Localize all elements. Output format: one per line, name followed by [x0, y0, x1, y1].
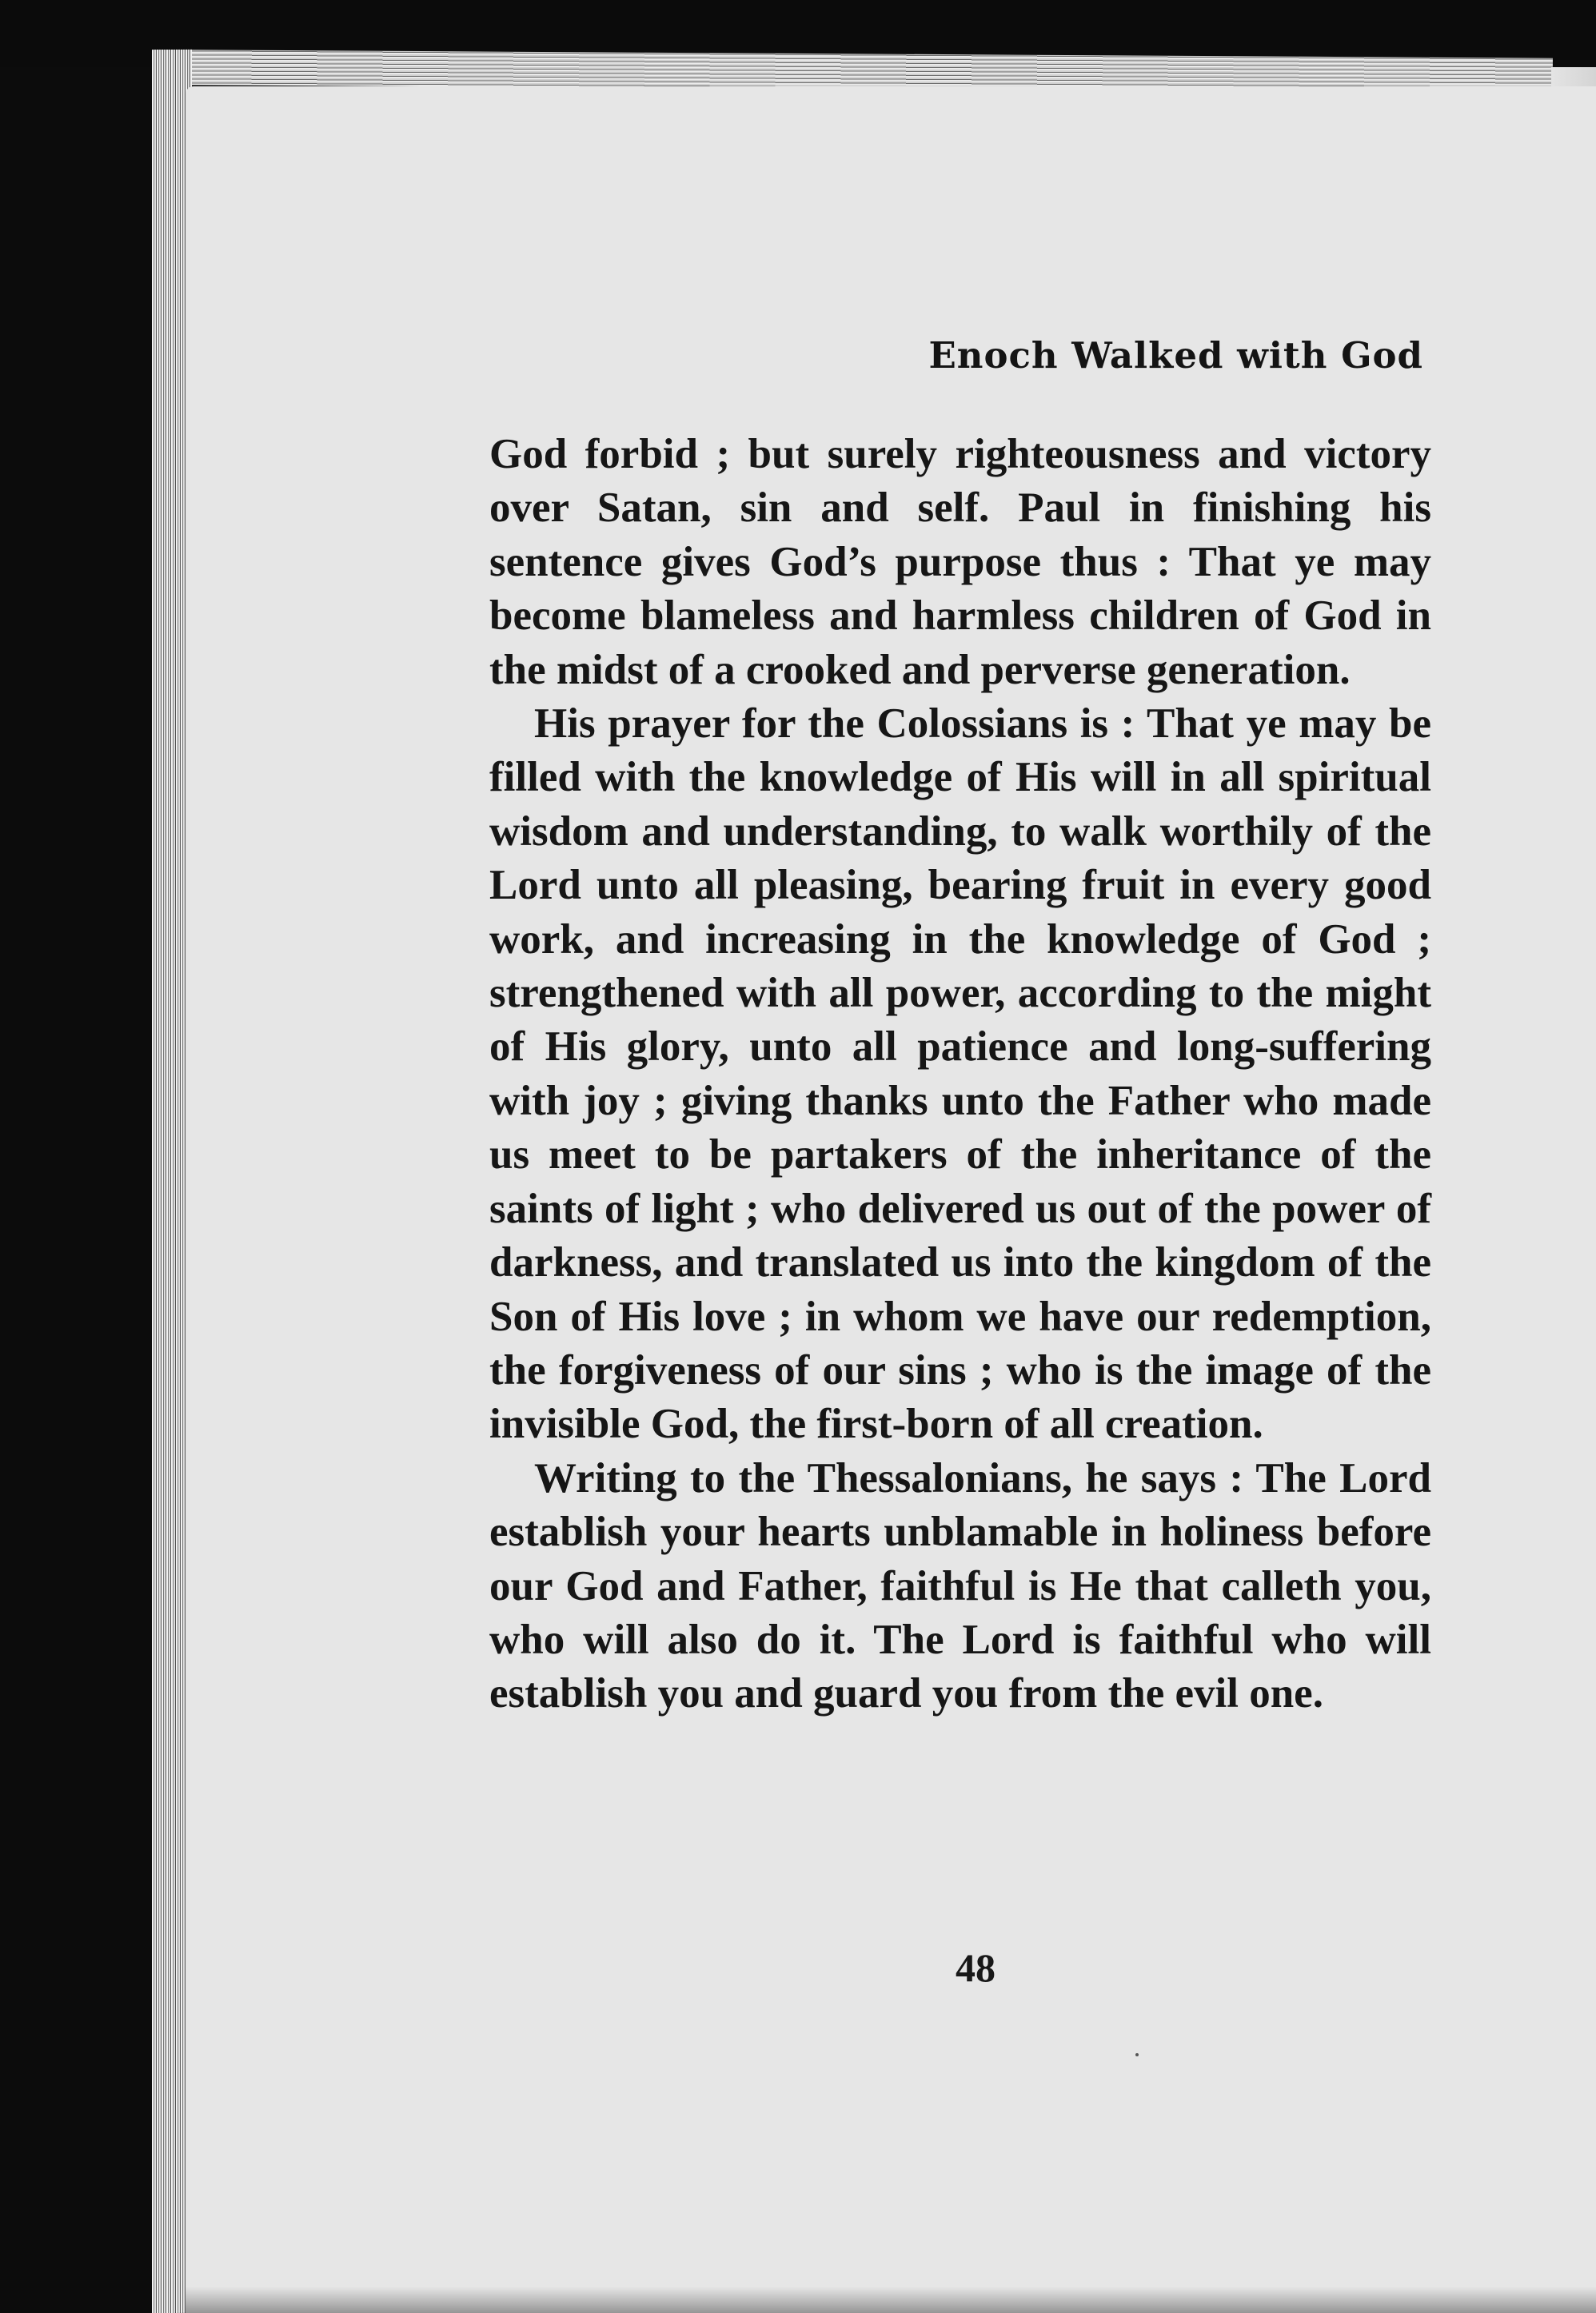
paper-speck — [1135, 2053, 1139, 2056]
page-number: 48 — [956, 1945, 996, 1990]
bottom-shadow — [186, 2287, 1596, 2313]
paragraph-3: Writing to the Thessalonians, he says : The Lord establish your hearts unblamable in holiness before our God and Father, faithful is He that calleth you, who will also do it. The Lord is faithful who will establish you and guard you from the evil one. — [489, 1454, 1431, 1717]
paragraph-2: His prayer for the Colossians is : That ye may be filled with the knowledge of His will in all spiritual wisdom and understanding, to walk worthily of the Lord unto all pleasing, bearing fruit in every good work, and increasing in the knowledge of God ; strengthened with all power, according to the might of His glory, unto all patience and long-suffering with joy ; giving thanks unto the Father who made us meet to be partakers of the inheritance of the saints of light ; who delivered us out of the power of darkness, and translated us into the kingdom of the Son of His love ; in whom we have our redemption, the forgiveness of our sins ; who is the image of the invisible God, the first-born of all creation. — [489, 700, 1431, 1448]
running-head: Enoch Walked with God — [928, 334, 1423, 377]
body-text — [489, 428, 1431, 1721]
paragraph-1: God forbid ; but surely righteousness and victory over Satan, sin and self. Paul in finishing his sentence gives God’s purpose thus : That ye may become blameless and harmless children of God in the midst of a crooked and perverse generation. — [489, 431, 1431, 693]
